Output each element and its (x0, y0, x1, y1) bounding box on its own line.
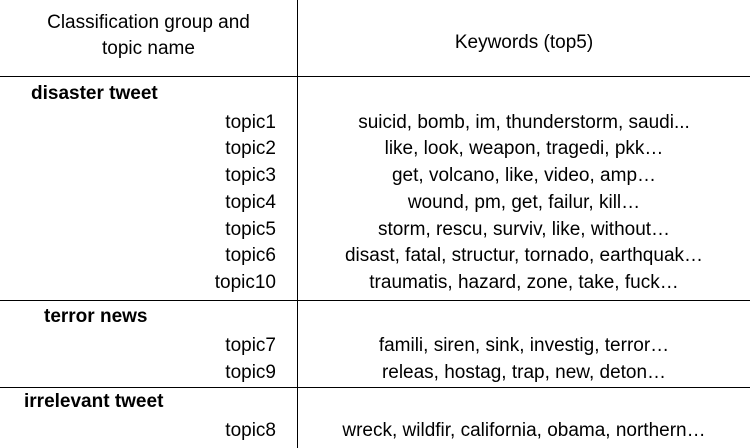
group-divider (0, 387, 750, 388)
topic-label: topic3 (225, 165, 276, 186)
header-classification-line2: topic name (102, 38, 195, 59)
topic-keywords: disast, fatal, structur, tornado, earthquak… (344, 245, 704, 266)
topic-keywords: storm, rescu, surviv, like, without… (377, 219, 671, 240)
group-label-terror-news: terror news (44, 306, 148, 327)
topic-keywords: like, look, weapon, tragedi, pkk… (384, 138, 664, 159)
topic-keywords: famili, siren, sink, investig, terror… (378, 335, 670, 356)
topic-keywords: traumatis, hazard, zone, take, fuck… (369, 272, 679, 293)
header-classification (0, 10, 297, 62)
group-label-disaster-tweet: disaster tweet (31, 83, 158, 104)
topic-keywords: wreck, wildfir, california, obama, northern… (342, 420, 706, 441)
topic-label: topic7 (225, 335, 276, 356)
topic-keywords: releas, hostag, trap, new, deton… (381, 362, 667, 383)
topic-label: topic1 (225, 112, 276, 133)
topic-label: topic8 (225, 420, 276, 441)
topic-label: topic9 (225, 362, 276, 383)
topic-keywords: suicid, bomb, im, thunderstorm, saudi... (358, 112, 690, 133)
topic-label: topic2 (225, 138, 276, 159)
topic-keywords: get, volcano, like, video, amp… (391, 165, 657, 186)
topic-label: topic10 (214, 272, 276, 293)
header-divider (0, 76, 750, 77)
topic-label: topic6 (225, 245, 276, 266)
group-divider (0, 300, 750, 301)
topic-label: topic4 (225, 192, 276, 213)
topic-label: topic5 (225, 219, 276, 240)
group-label-irrelevant-tweet: irrelevant tweet (24, 391, 164, 412)
header-keywords: Keywords (top5) (454, 32, 594, 53)
topic-keywords: wound, pm, get, failur, kill… (407, 192, 641, 213)
header-classification-line1: Classification group and (47, 12, 250, 33)
